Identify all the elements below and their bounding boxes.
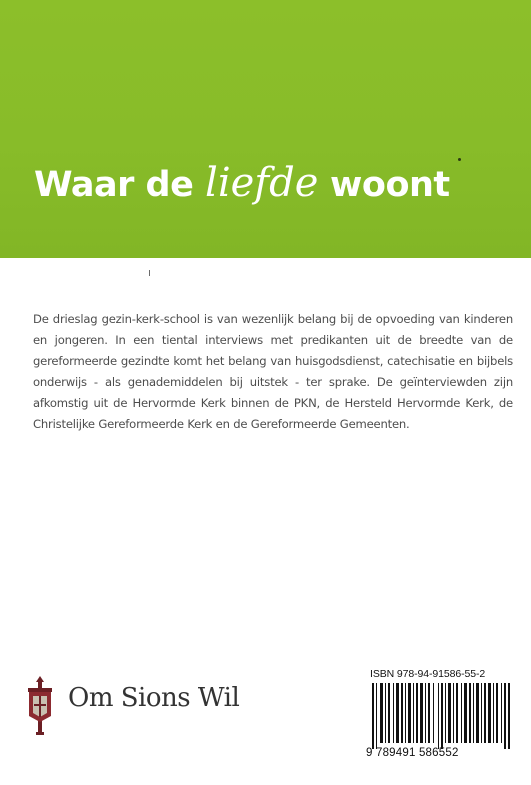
title-part-1: Waar de xyxy=(34,165,206,205)
print-mark xyxy=(149,270,150,276)
back-cover-blurb: De drieslag gezin-kerk-school is van wezenlijk belang bij de opvoeding van kinderen en jongeren. In een tiental interviews met predikanten uit de breedte van de gereformeerde gezindte komt het belang van huisgodsdienst, catechisatie en bijbels onderwijs - als genademiddelen bij uitstek - ter sprake. De geïnterviewden zijn afkomstig uit de Hervormde Kerk binnen de PKN, de Hersteld Hervormde Kerk, de Christelijke Gereformeerde Kerk en de Gereformeerde Gemeenten. xyxy=(33,312,513,431)
barcode-block xyxy=(366,668,516,764)
speck xyxy=(458,158,461,161)
barcode-icon xyxy=(372,683,510,749)
isbn-label: ISBN 978-94-91586-55-2 xyxy=(370,668,486,680)
banner-sword-icon xyxy=(22,676,62,736)
book-title xyxy=(34,160,450,206)
title-part-2: woont xyxy=(318,165,450,205)
publisher-name: Om Sions Wil xyxy=(68,683,240,713)
barcode-digits: 9 789491 586552 xyxy=(366,747,459,759)
publisher-logo xyxy=(22,676,262,736)
green-title-band xyxy=(0,0,531,258)
title-script-word: liefde xyxy=(205,160,319,206)
